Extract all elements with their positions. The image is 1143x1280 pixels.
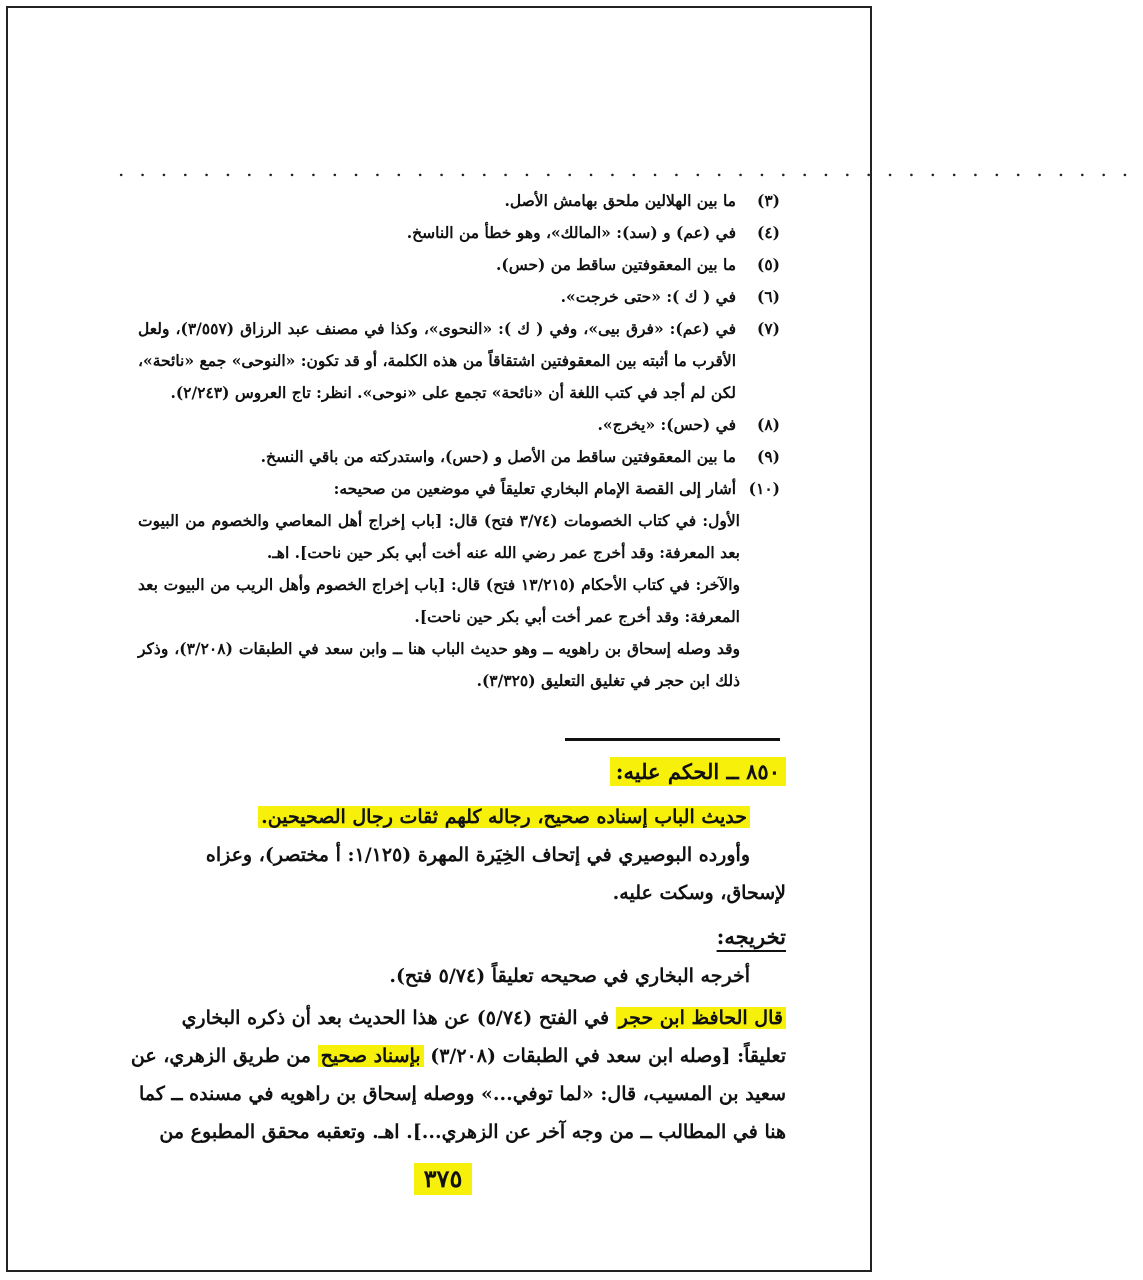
footnote-4 xyxy=(138,217,780,249)
page-number: ٣٧٥ xyxy=(414,1163,472,1195)
sahih-isnad-highlight: بإسناد صحيح xyxy=(318,1045,424,1067)
ibn-hajar-highlight: قال الحافظ ابن حجر xyxy=(616,1007,786,1029)
footnote-5 xyxy=(138,249,780,281)
footnote-text: في (عم) و (سد): «المالك»، وهو خطأ من الناسخ. xyxy=(406,223,736,242)
footnote-10-second: والآخر: في كتاب الأحكام (١٣/٢١٥ فتح) قال: [باب إخراج الخصوم وأهل الريب من البيوت بعد المعرفة: وقد أخرج عمر أخت أبي بكر حين ناحت]. xyxy=(138,575,740,626)
ibn-hajar-line-1 xyxy=(100,999,786,1037)
ibn-hajar-line-1-rest: في الفتح (٥/٧٤) عن هذا الحديث بعد أن ذكره البخاري xyxy=(181,1007,610,1029)
verdict-line xyxy=(100,798,786,836)
footnote-7 xyxy=(138,313,780,409)
footnote-number: (٨) xyxy=(756,415,780,434)
busiri-line-1: وأورده البوصيري في إتحاف الخِيَرة المهرة (١/١٢٥: أ مختصر)، وعزاه xyxy=(205,844,750,866)
footnote-number: (٤) xyxy=(756,223,780,242)
ibn-hajar-line-3: سعيد بن المسيب، قال: «لما توفي...» ووصله إسحاق بن راهويه في مسنده ــ كما xyxy=(138,1083,786,1105)
footnote-text: في (حس): «يخرج». xyxy=(597,415,736,434)
bukhari-line: أخرجه البخاري في صحيحه تعليقاً (٥/٧٤ فتح). xyxy=(389,965,750,987)
footnote-text: ما بين الهلالين ملحق بهامش الأصل. xyxy=(504,191,736,210)
footnote-text: ما بين المعقوفتين ساقط من (حس). xyxy=(495,255,736,274)
verdict-highlight: حديث الباب إسناده صحيح، رجاله كلهم ثقات رجال الصحيحين. xyxy=(258,806,750,828)
footnote-8 xyxy=(138,409,780,441)
footnote-text: في (عم): «فرق بيى»، وفي ( ك ): «النحوى»، وكذا في مصنف عبد الرزاق (٣/٥٥٧)، ولعل الأقرب ما أثبته بين المعقوفتين اشتقاقاً من هذه الكلمة، أو قد تكون: «النوحى» جمع «نائحة»، لكن لم أجد في كتب اللغة أن «نائحة» تجمع على «نوحى». انظر: تاج العروس (٢/٢٤٣). xyxy=(138,319,736,402)
footnote-3 xyxy=(138,185,780,217)
takhrij-heading: تخريجه: xyxy=(716,924,786,949)
heading-line xyxy=(100,753,786,792)
ibn-hajar-line-2 xyxy=(100,1037,786,1075)
footnote-number: (٦) xyxy=(756,287,780,306)
footnote-number: (٧) xyxy=(756,319,780,338)
footnote-9 xyxy=(138,441,780,473)
footnote-number: (١٠) xyxy=(748,479,780,498)
footnote-10 xyxy=(138,473,780,505)
footnote-10-first: الأول: في كتاب الخصومات (٣/٧٤ فتح) قال: [باب إخراج أهل المعاصي والخصوم من البيوت بعد المعرفة: وقد أخرج عمر رضي الله عنه أخت أبي بكر حين ناحت]. اهـ. xyxy=(138,511,740,562)
ibn-hajar-line-2-a: تعليقاً: [وصله ابن سعد في الطبقات (٣/٢٠٨) xyxy=(430,1045,786,1067)
separator-dots: ................................................ xyxy=(118,157,1143,181)
footnote-6 xyxy=(138,281,780,313)
main-text xyxy=(100,753,786,1151)
ibn-hajar-line-4: هنا في المطالب ــ من وجه آخر عن الزهري...]. اهـ. وتعقبه محقق المطبوع من xyxy=(159,1121,786,1143)
section-rule xyxy=(565,738,780,741)
footnotes xyxy=(138,185,780,697)
footnote-text: أشار إلى القصة الإمام البخاري تعليقاً في موضعين من صحيحه: xyxy=(333,479,736,498)
footnote-10-connection: وقد وصله إسحاق بن راهويه ــ وهو حديث الباب هنا ــ وابن سعد في الطبقات (٣/٢٠٨)، وذكر ذلك ابن حجر في تغليق التعليق (٣/٣٢٥). xyxy=(138,639,740,690)
ruling-heading: ٨٥٠ ــ الحكم عليه: xyxy=(610,757,786,786)
ibn-hajar-paragraph xyxy=(100,999,786,1151)
footnote-number: (٩) xyxy=(756,447,780,466)
footnote-text: ما بين المعقوفتين ساقط من الأصل و (حس)، واستدركته من باقي النسخ. xyxy=(260,447,736,466)
footnote-number: (٥) xyxy=(756,255,780,274)
busiri-line-2: لإسحاق، وسكت عليه. xyxy=(612,882,786,904)
footnote-text: في ( ك ): «حتى خرجت». xyxy=(560,287,736,306)
ibn-hajar-line-2-b: من طريق الزهري، عن xyxy=(130,1045,311,1067)
takhrij-line xyxy=(100,918,786,957)
footnote-number: (٣) xyxy=(756,191,780,210)
